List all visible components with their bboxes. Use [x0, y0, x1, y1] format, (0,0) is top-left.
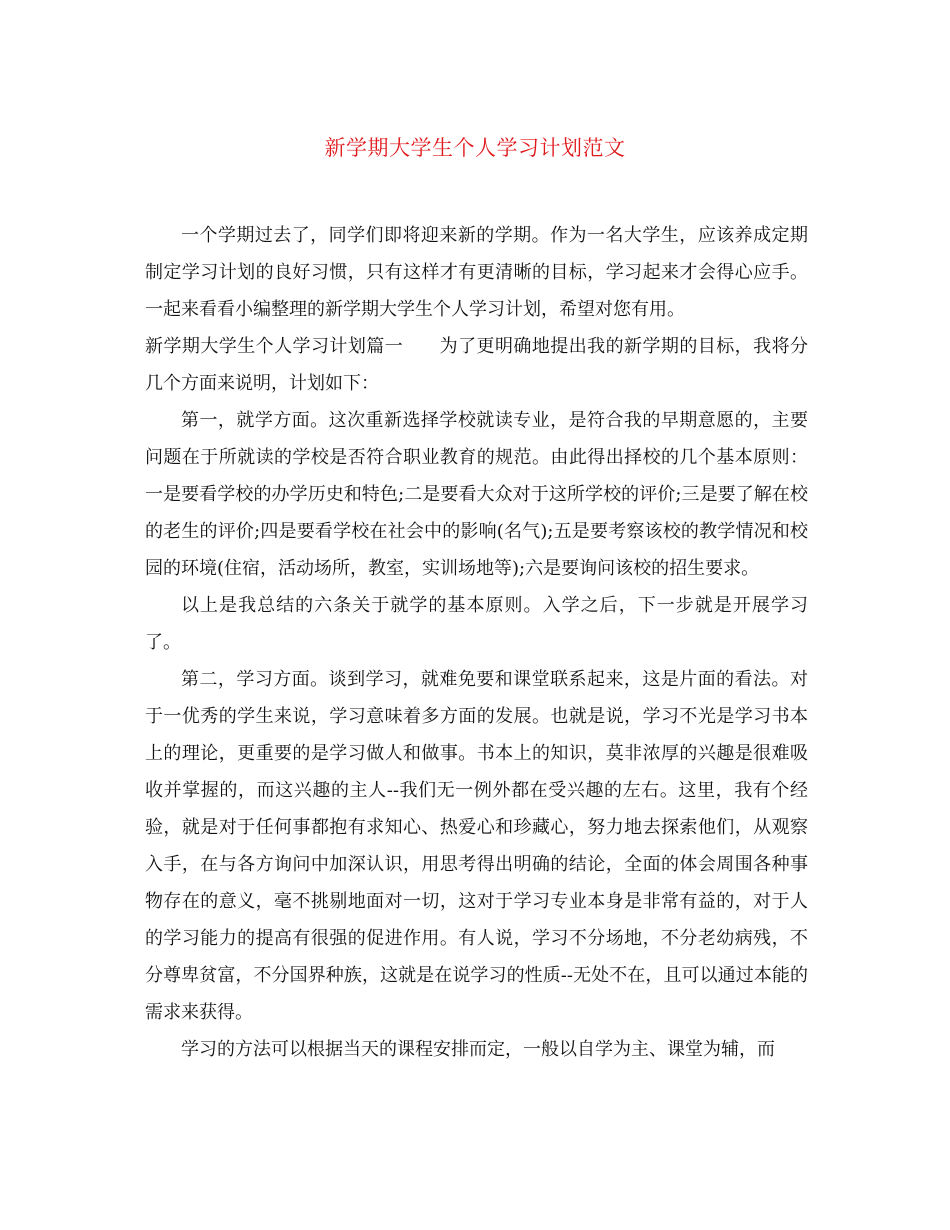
document-title: 新学期大学生个人学习计划范文 — [324, 136, 626, 160]
paragraph-enrollment: 第一，就学方面。这次重新选择学校就读专业，是符合我的早期意愿的，主要问题在于所就读的学校是否符合职业教育的规范。由此得出择校的几个基本原则：一是要看学校的办学历史和特色;二是要看大众对于这所学校的评价;三是要了解在校的老生的评价;四是要看学校在社会中的影响(名气);五是要考察该校的教学情况和校园的环境(住宿，活动场所，教室，实训场地等);六是要询问该校的招生要求。 — [145, 410, 808, 579]
paragraph-study: 第二，学习方面。谈到学习，就难免要和课堂联系起来，这是片面的看法。对于一优秀的学生来说，学习意味着多方面的发展。也就是说，学习不光是学习书本上的理论，更重要的是学习做人和做事。书本上的知识，莫非浓厚的兴趣是很难吸收并掌握的，而这兴趣的主人--我们无一例外都在受兴趣的左右。这里，我有个经验，就是对于任何事都抱有求知心、热爱心和珍藏心，努力地去探索他们，从观察入手，在与各方询问中加深认识，用思考得出明确的结论，全面的体会周围各种事物存在的意义，毫不挑剔地面对一切，这对于学习专业本身是非常有益的，对于人的学习能力的提高有很强的促进作用。有人说，学习不分场地，不分老幼病残，不分尊卑贫富，不分国界种族，这就是在说学习的性质--无处不在，且可以通过本能的需求来获得。 — [145, 669, 808, 1023]
document-body — [145, 217, 808, 1068]
section-heading-paragraph — [145, 328, 808, 402]
paragraph-summary: 以上是我总结的六条关于就学的基本原则。入学之后，下一步就是开展学习了。 — [145, 595, 808, 653]
section-intro: 为了更明确地提出我的新学期的目标，我将分几个方面来说明，计划如下： — [145, 336, 809, 394]
paragraph-method: 学习的方法可以根据当天的课程安排而定，一般以自学为主、课堂为辅，而 — [181, 1039, 775, 1060]
intro-paragraph: 一个学期过去了，同学们即将迎来新的学期。作为一名大学生，应该养成定期制定学习计划的良好习惯，只有这样才有更清晰的目标，学习起来才会得心应手。一起来看看小编整理的新学期大学生个人学习计划，希望对您有用。 — [145, 225, 808, 320]
section-heading: 新学期大学生个人学习计划篇一 — [145, 336, 404, 357]
